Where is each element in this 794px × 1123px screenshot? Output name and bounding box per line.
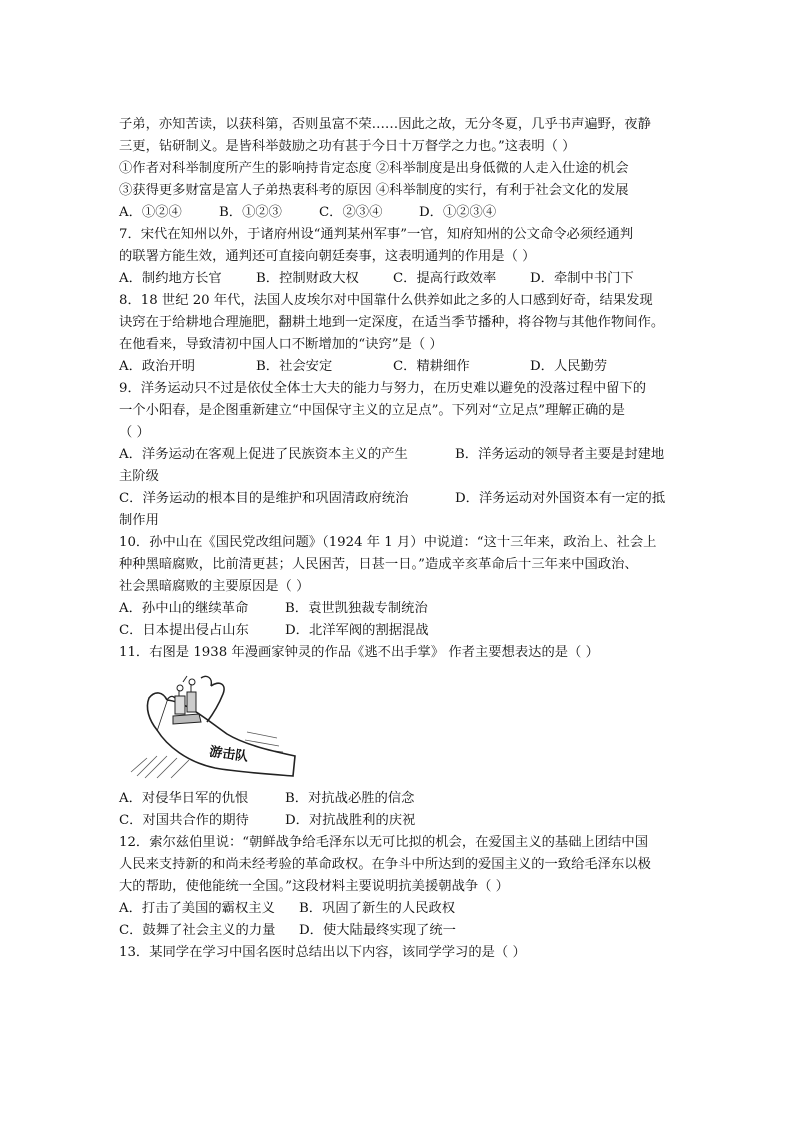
option-d: D．北洋军阀的割据混战 [285,623,429,638]
option-c: C．日本提出侵占山东 [119,623,249,638]
option-a: A．对侵华日军的仇恨 [119,791,249,806]
question-text-line: 人民来支持新的和尚未经考验的革命政权。在争斗中所达到的爱国主义的一致给毛泽东以极 [119,857,651,872]
answer-options-row [119,810,667,832]
option-c: C．鼓舞了社会主义的力量 [119,923,276,938]
question-text-line: 13．某同学在学习中国名医时总结出以下内容，该同学学习的是（ ） [119,945,526,960]
option-a: A．①②④ [119,205,182,220]
option-b: B．袁世凯独裁专制统治 [285,601,428,616]
question-text-line: 在他看来，导致清初中国人口不断增加的“诀窍”是（ ） [119,337,443,352]
option-a: A．打击了美国的霸权主义 [119,901,275,916]
question-text-line: 诀窍在于给耕地合理施肥，翻耕土地到一定深度，在适当季节播种，将谷物与其他作物间作。 [119,315,665,330]
question-text-line: 三更，钻研制义。是皆科举鼓励之功有甚于今日十万督学之力也。”这表明（ ） [119,139,576,154]
option-b-continued: 主阶级 [119,469,159,484]
option-d: D．对抗战胜利的庆祝 [285,813,416,828]
answer-options-row [119,788,667,810]
option-c: C．提高行政效率 [393,271,497,286]
cartoon-label: 游击队 [208,744,250,765]
answer-options-row [119,598,667,620]
option-b: B．对抗战必胜的信念 [285,791,415,806]
option-d: D．人民勤劳 [530,359,608,374]
option-d: D．使大陆最终实现了统一 [299,923,456,938]
question-10 [119,532,667,642]
answer-options [119,268,667,290]
answer-options [119,202,667,224]
option-b: B．①②③ [219,205,282,220]
cartoon-figure [119,672,667,780]
soldier-figures [173,676,201,724]
answer-options-row [119,488,667,510]
question-text-line: 7．宋代在知州以外，于诸府州设“通判某州军事”一官，知府知州的公文命令必须经通判 [119,227,634,242]
option-b: B．社会安定 [256,359,333,374]
question-text-line: 10．孙中山在《国民党改组问题》（1924 年 1 月）中说道：“这十三年来，政治上、社会上 [119,535,657,550]
question-statement-line: ③获得更多财富是富人子弟热衷科考的原因 ④科举制度的实行，有利于社会文化的发展 [119,183,629,198]
option-c: C．对国共合作的期待 [119,813,249,828]
question-text-line: 一个小阳春，是企图重新建立“中国保守主义的立足点”。下列对“立足点”理解正确的是 [119,403,625,418]
option-b: B．控制财政大权 [256,271,359,286]
question-text-line: 社会黑暗腐败的主要原因是（ ） [119,579,310,594]
exam-page [119,114,667,964]
question-11 [119,642,667,832]
question-7 [119,224,667,290]
option-b: B．巩固了新生的人民政权 [299,901,456,916]
question-text-line: 12．索尔兹伯里说：“朝鲜战争给毛泽东以无可比拟的机会，在爱国主义的基础上团结中国 [119,835,648,850]
option-d: D．牵制中书门下 [530,271,634,286]
question-9 [119,378,667,532]
option-a: A．孙中山的继续革命 [119,601,249,616]
answer-options-row [119,920,667,942]
answer-options-row [119,620,667,642]
option-c: C．②③④ [319,205,383,220]
question-text-line: 的联署方能生效，通判还可直接向朝廷奏事，这表明通判的作用是（ ） [119,249,536,264]
question-text-line: 种种黑暗腐败，比前清更甚；人民困苦，日甚一日。”造成辛亥革命后十三年来中国政治、 [119,557,638,572]
question-text-line: 11．右图是 1938 年漫画家钟灵的作品《逃不出手掌》 作者主要想表达的是（ ） [119,645,599,660]
answer-options-row [119,898,667,920]
option-d: D．洋务运动对外国资本有一定的抵 [455,491,666,506]
option-c: C．精耕细作 [393,359,470,374]
answer-options-row [119,444,667,466]
question-13 [119,942,667,964]
option-a: A．政治开明 [119,359,196,374]
option-a: A．洋务运动在客观上促进了民族资本主义的产生 [119,447,408,462]
option-a: A．制约地方长官 [119,271,222,286]
option-b: B．洋务运动的领导者主要是封建地 [455,447,665,462]
question-text-line: 9．洋务运动只不过是依仗全体士大夫的能力与努力，在历史难以避免的没落过程中留下的 [119,381,647,396]
question-text-line: 8．18 世纪 20 年代，法国人皮埃尔对中国靠什么供养如此之多的人口感到好奇，结果发现 [119,293,653,308]
question-6 [119,114,667,224]
option-d-continued: 制作用 [119,513,159,528]
question-statement-line: ①作者对科举制度所产生的影响持肯定态度 ②科举制度是出身低微的人走入仕途的机会 [119,161,629,176]
question-12 [119,832,667,942]
question-8 [119,290,667,378]
question-text-line: （ ） [119,425,150,440]
question-text-line: 大的帮助，使他能统一全国。”这段材料主要说明抗美援朝战争（ ） [119,879,509,894]
hand-cartoon-image [127,672,297,780]
question-text-line: 子弟，亦知苦读，以获科第，否则虽富不荣……因此之故，无分冬夏，几乎书声遍野，夜静 [119,117,651,132]
option-d: D．①②③④ [419,205,497,220]
option-c: C．洋务运动的根本目的是维护和巩固清政府统治 [119,491,409,506]
answer-options [119,356,667,378]
